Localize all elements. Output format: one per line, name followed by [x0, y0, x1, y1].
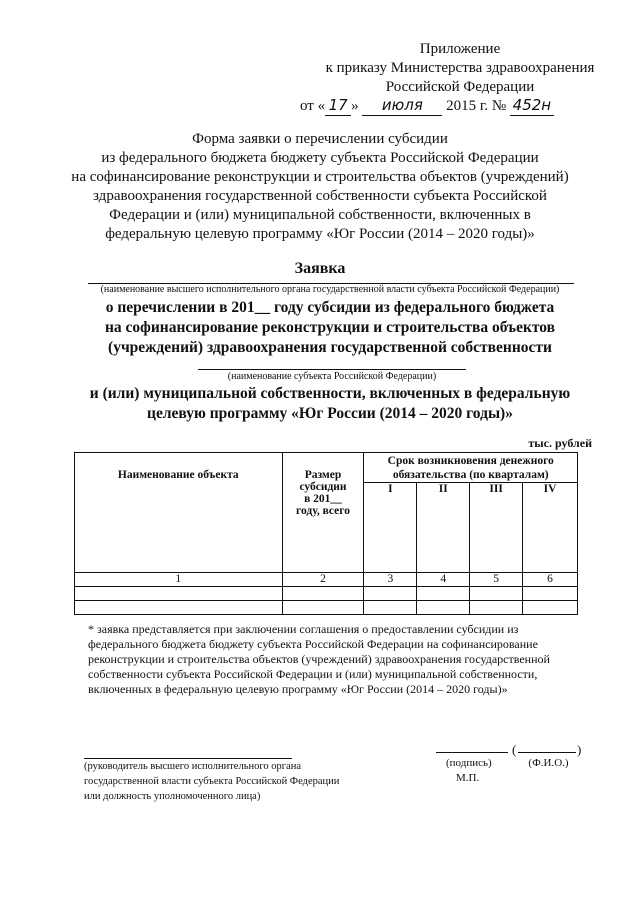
- column-number: 1: [75, 573, 283, 587]
- header-amount-line: году, всего: [296, 505, 350, 517]
- header-amount-line: в 201__: [304, 493, 342, 505]
- table-cell: [417, 601, 470, 615]
- date-mid: »: [351, 98, 359, 114]
- head-position-caption: [84, 759, 384, 804]
- request-line: целевую программу «Юг России (2014 – 2020 годы)»: [147, 405, 513, 422]
- appendix-header: [300, 40, 620, 97]
- table-cell: [282, 587, 364, 601]
- footnote: * заявка представляется при заключении соглашения о предоставлении субсидии из федерального бюджета бюджету субъекта Российской Федерации на софинансирование реконструкции и строительства объектов (учреждений) здравоохранения государственной собственности субъекта Российской Федерации и (или) муниципальной собственности, включенных в федеральную целевую программу «Юг России (2014 – 2020 годы)»: [88, 622, 550, 696]
- column-number: 5: [470, 573, 523, 587]
- form-title-line: Федерации и (или) муниципальной собственности, включенных в: [109, 207, 531, 223]
- date-day: 17: [325, 96, 351, 116]
- header-quarter-1: I: [364, 483, 417, 573]
- subject-fill-line: [198, 369, 466, 370]
- request-line: о перечислении в 201__ году субсидии из федерального бюджета: [105, 299, 555, 316]
- header-quarter-3: III: [470, 483, 523, 573]
- units-label: тыс. рублей: [528, 436, 592, 450]
- fio-line: [518, 752, 576, 753]
- request-text-part1: [70, 298, 590, 358]
- header-object-name: Наименование объекта: [75, 453, 283, 573]
- header-amount-line: Размер: [304, 469, 342, 481]
- column-number: 6: [523, 573, 578, 587]
- form-title-line: здравоохранения государственной собственности субъекта Российской: [93, 188, 547, 204]
- date-year: 2015 г. №: [446, 98, 507, 114]
- form-title-line: Форма заявки о перечислении субсидии: [192, 131, 448, 147]
- table-cell: [75, 587, 283, 601]
- signature-captions: [446, 756, 606, 786]
- table-row: [75, 601, 578, 615]
- order-number: 452н: [510, 96, 554, 116]
- table-row: [75, 587, 578, 601]
- form-title-line: из федерального бюджета бюджету субъекта Российской Федерации: [101, 150, 539, 166]
- request-text-part2: [70, 384, 590, 424]
- fio-caption: (Ф.И.О.): [528, 757, 569, 769]
- header-amount-line: субсидии: [299, 481, 347, 493]
- appendix-line-2: к приказу Министерства здравоохранения: [325, 60, 595, 76]
- caption-line: или должность уполномоченного лица): [84, 791, 261, 802]
- date-prefix: от «: [300, 98, 326, 114]
- header-payment-period: Срок возникновения денежного обязательства (по кварталам): [364, 453, 578, 483]
- table-cell: [364, 587, 417, 601]
- document-heading: Заявка: [294, 260, 346, 277]
- form-title: [60, 130, 580, 244]
- caption-line: государственной власти субъекта Российской Федерации: [84, 776, 340, 787]
- date-month: июля: [362, 96, 442, 116]
- table-cell: [364, 601, 417, 615]
- table-cell: [470, 601, 523, 615]
- order-date-line: [300, 96, 630, 116]
- caption-line: (руководитель высшего исполнительного органа: [84, 761, 302, 772]
- request-line: (учреждений) здравоохранения государственной собственности: [108, 339, 552, 356]
- subsidy-table: [74, 452, 578, 615]
- fio-paren-close: ): [577, 742, 582, 757]
- authority-caption: (наименование высшего исполнительного органа государственной власти субъекта Российской Федерации): [100, 284, 560, 295]
- subject-caption: (наименование субъекта Российской Федерации): [227, 371, 437, 382]
- signature-line: [436, 752, 508, 753]
- appendix-line-1: Приложение: [419, 41, 501, 57]
- fio-paren-open: (: [512, 742, 517, 757]
- column-number: 4: [417, 573, 470, 587]
- signature-caption: (подпись): [446, 757, 492, 769]
- table-cell: [470, 587, 523, 601]
- table-cell: [523, 601, 578, 615]
- appendix-line-3: Российской Федерации: [385, 79, 535, 95]
- table-cell: [282, 601, 364, 615]
- column-number: 2: [282, 573, 364, 587]
- request-line: и (или) муниципальной собственности, включенных в федеральную: [89, 385, 571, 402]
- table-cell: [523, 587, 578, 601]
- column-number: 3: [364, 573, 417, 587]
- header-quarter-4: IV: [523, 483, 578, 573]
- form-title-line: федеральную целевую программу «Юг России (2014 – 2020 годы)»: [105, 226, 535, 242]
- table-cell: [75, 601, 283, 615]
- stamp-caption: М.П.: [456, 772, 480, 784]
- request-line: на софинансирование реконструкции и строительства объектов: [104, 319, 556, 336]
- form-title-line: на софинансирование реконструкции и строительства объектов (учреждений): [71, 169, 569, 185]
- header-quarter-2: II: [417, 483, 470, 573]
- header-subsidy-amount: [282, 453, 364, 573]
- table-cell: [417, 587, 470, 601]
